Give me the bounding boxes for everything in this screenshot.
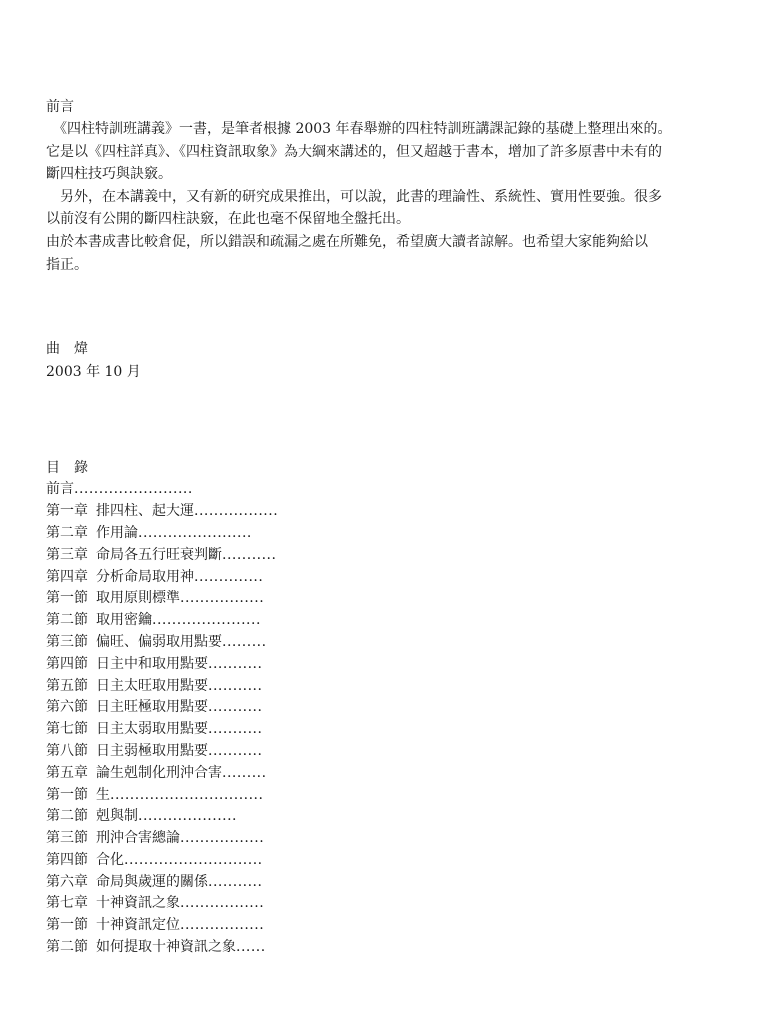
toc-entry <box>46 915 736 937</box>
toc-entry-title: 命局與歲運的關係 <box>96 873 208 890</box>
toc-entry <box>46 545 736 567</box>
toc-leader-dots: ................. <box>180 895 265 912</box>
toc-entry <box>46 501 736 523</box>
toc-heading: 目 錄 <box>46 460 88 477</box>
toc-leader-dots: .............. <box>194 568 264 585</box>
toc-leader-dots: ................. <box>180 590 265 607</box>
toc-entry-number: 第四節 <box>46 851 88 868</box>
toc-leader-dots: ........... <box>208 742 263 759</box>
toc-entry-number: 第六節 <box>46 699 88 716</box>
toc-entry-title: 取用密鑰 <box>96 612 152 629</box>
toc-entry <box>46 828 736 850</box>
toc-entry-title: 剋與制 <box>96 808 138 825</box>
toc-leader-dots: ................. <box>180 917 265 934</box>
toc-entry <box>46 632 736 654</box>
toc-entry <box>46 872 736 894</box>
toc-entry-title: 日主中和取用點要 <box>96 655 208 672</box>
toc-entry-title: 分析命局取用神 <box>96 568 194 585</box>
toc-entry <box>46 567 736 589</box>
toc-entry <box>46 850 736 872</box>
toc-leader-dots: ........... <box>208 655 263 672</box>
toc-entry-number: 第五章 <box>46 764 88 781</box>
toc-leader-dots: ......... <box>222 633 267 650</box>
toc-entry-number: 第七章 <box>46 895 88 912</box>
toc-leader-dots: ............................... <box>110 786 264 803</box>
toc-entry-number: 第五節 <box>46 677 88 694</box>
toc-entry <box>46 719 736 741</box>
toc-leader-dots: .................... <box>138 808 238 825</box>
toc-leader-dots: ........... <box>208 721 263 738</box>
toc-entry-number: 第一節 <box>46 917 88 934</box>
toc-entry-number: 第二節 <box>46 808 88 825</box>
table-of-contents <box>46 457 736 959</box>
preface-body <box>46 118 736 276</box>
toc-entry-number: 第六章 <box>46 873 88 890</box>
toc-leader-dots: ............................ <box>124 851 263 868</box>
toc-entry <box>46 697 736 719</box>
toc-entry <box>46 763 736 785</box>
toc-entry-number: 第一節 <box>46 590 88 607</box>
toc-entry-number: 第二節 <box>46 939 88 956</box>
preface-line: 由於本書成書比較倉促，所以錯誤和疏漏之處在所難免，希望廣大讀者諒解。也希望大家能夠給以 <box>46 233 648 250</box>
toc-leader-dots: ......... <box>222 764 267 781</box>
toc-entry <box>46 806 736 828</box>
toc-entry-number: 第一章 <box>46 503 88 520</box>
toc-leader-dots: ................. <box>194 503 279 520</box>
preface-line: 它是以《四柱詳真》、《四柱資訊取象》為大綱來講述的，但又超越于書本，增加了許多原書中未有的 <box>46 143 662 160</box>
preface-line: 斷四柱技巧與訣竅。 <box>46 166 172 183</box>
toc-entry-title: 取用原則標準 <box>96 590 180 607</box>
toc-entry-title: 合化 <box>96 851 124 868</box>
toc-leader-dots: ........... <box>222 546 277 563</box>
toc-entry-number: 前言 <box>46 481 74 498</box>
toc-entry <box>46 676 736 698</box>
toc-entry <box>46 893 736 915</box>
toc-entry-number: 第四章 <box>46 568 88 585</box>
toc-entry-number: 第三章 <box>46 546 88 563</box>
toc-entry-title: 十神資訊定位 <box>96 917 180 934</box>
toc-entry-number: 第三節 <box>46 830 88 847</box>
toc-leader-dots: ........... <box>208 677 263 694</box>
toc-entry <box>46 523 736 545</box>
toc-entry-title: 作用論 <box>96 524 138 541</box>
toc-entry-title: 日主太旺取用點要 <box>96 677 208 694</box>
toc-entry-number: 第四節 <box>46 655 88 672</box>
toc-entry-number: 第一節 <box>46 786 88 803</box>
preface-line: 以前沒有公開的斷四柱訣竅，在此也毫不保留地全盤托出。 <box>46 211 410 228</box>
preface-date: 2003 年 10 月 <box>46 363 141 380</box>
toc-entry <box>46 588 736 610</box>
preface-line: 指正。 <box>46 256 88 273</box>
toc-entry <box>46 937 736 959</box>
toc-entry-title: 偏旺、偏弱取用點要 <box>96 633 222 650</box>
toc-entry-number: 第八節 <box>46 742 88 759</box>
toc-list <box>46 479 736 959</box>
toc-entry-title: 日主旺極取用點要 <box>96 699 208 716</box>
toc-leader-dots: ................. <box>180 830 265 847</box>
toc-entry-title: 日主弱極取用點要 <box>96 742 208 759</box>
toc-entry-number: 第二章 <box>46 524 88 541</box>
toc-leader-dots: ........................ <box>74 481 193 498</box>
toc-entry-title: 命局各五行旺衰判斷 <box>96 546 222 563</box>
preface-line: 另外，在本講義中，又有新的研究成果推出，可以說，此書的理論性、系統性、實用性要強。很多 <box>46 188 662 205</box>
toc-entry <box>46 654 736 676</box>
toc-entry-number: 第七節 <box>46 721 88 738</box>
toc-entry <box>46 479 736 501</box>
preface-line: 《四柱特訓班講義》一書，是筆者根據 2003 年春舉辦的四柱特訓班講課記錄的基礎上整理出來的。 <box>46 121 672 137</box>
document-page <box>46 96 736 959</box>
toc-entry-title: 論生剋制化刑沖合害 <box>96 764 222 781</box>
author-signature: 曲 煒 <box>46 341 88 358</box>
toc-entry-title: 排四柱、起大運 <box>96 503 194 520</box>
toc-entry-title: 十神資訊之象 <box>96 895 180 912</box>
toc-leader-dots: ...................... <box>152 612 261 629</box>
toc-entry-number: 第二節 <box>46 612 88 629</box>
toc-entry-title: 如何提取十神資訊之象 <box>96 939 236 956</box>
toc-leader-dots: ........... <box>208 699 263 716</box>
preface-heading: 前言 <box>46 99 74 115</box>
toc-leader-dots: ........... <box>208 873 263 890</box>
toc-leader-dots: ...... <box>236 939 266 956</box>
toc-entry-title: 生 <box>96 786 110 803</box>
toc-entry-title: 日主太弱取用點要 <box>96 721 208 738</box>
toc-entry <box>46 785 736 807</box>
toc-entry <box>46 610 736 632</box>
toc-entry-number: 第三節 <box>46 633 88 650</box>
toc-entry <box>46 741 736 763</box>
toc-entry-title: 刑沖合害總論 <box>96 830 180 847</box>
toc-leader-dots: ....................... <box>138 524 252 541</box>
